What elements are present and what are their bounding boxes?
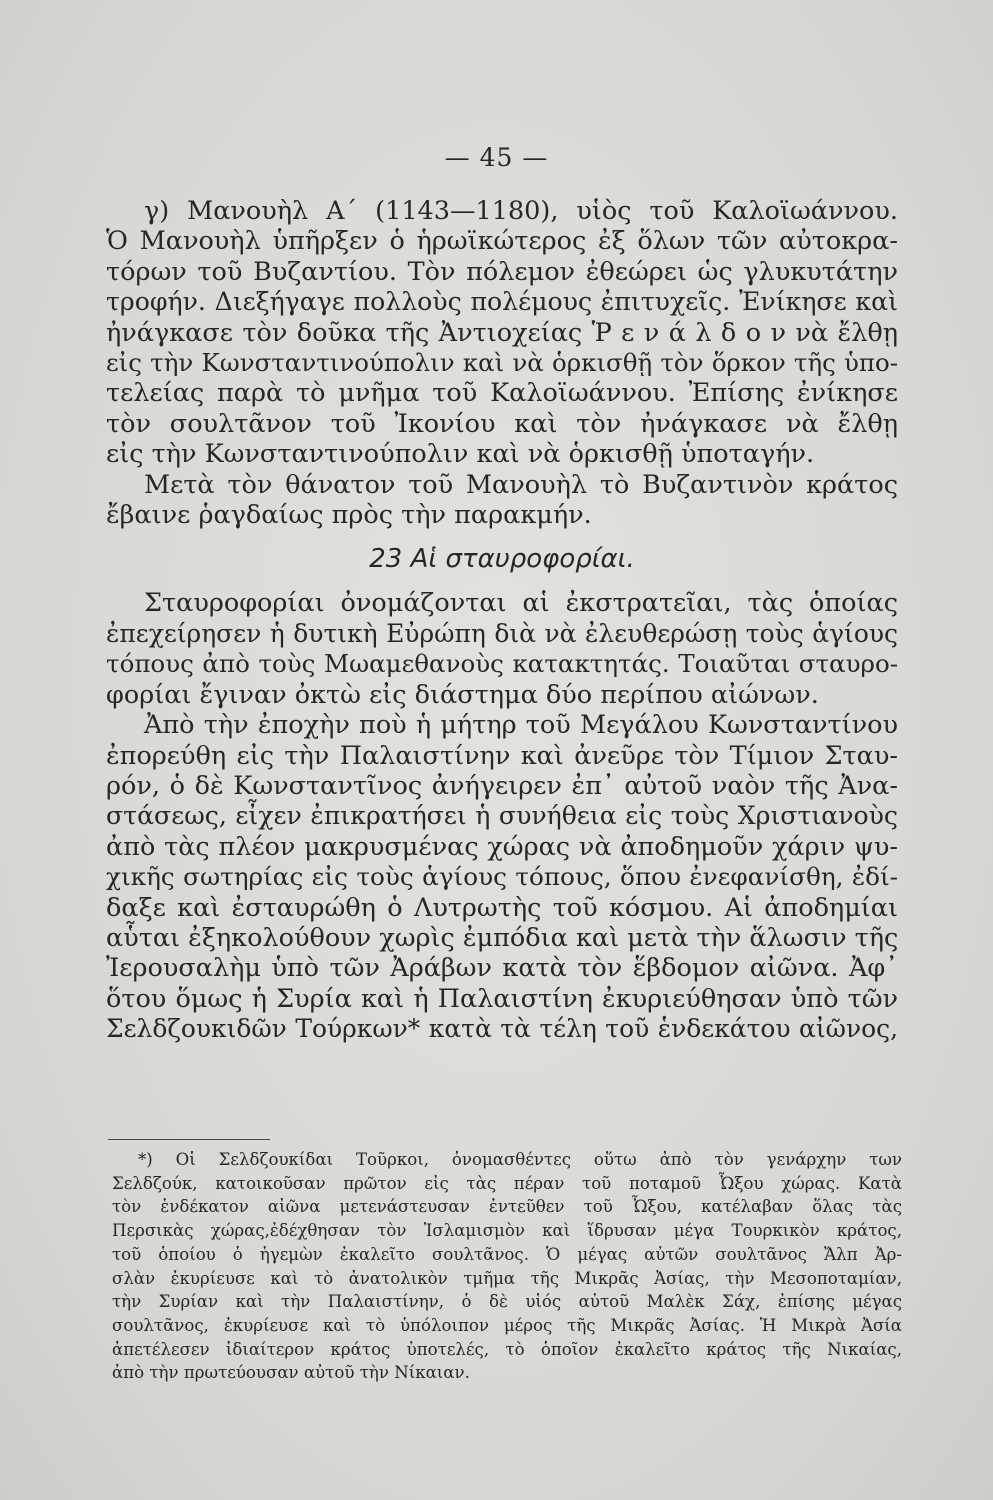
footnote-line: τοῦ ὁποίου ὁ ἡγεμὼν ἐκαλεῖτο σουλτᾶνος. Ὁ μέγας αὐτῶν σουλτᾶνος Ἄλπ Ἀρ-: [112, 1244, 902, 1264]
paragraph-manuel: [106, 196, 898, 530]
paragraph-crusades: [106, 588, 898, 1044]
footnote-line: ἀπετέλεσεν ἰδιαίτερον κράτος ὑποτελές, τὸ ὁποῖον ἐκαλεῖτο κράτος τῆς Νικαίας,: [112, 1339, 902, 1359]
text-line: στάσεως, εἶχεν ἐπικρατήσει ἡ συνήθεια εἰς τοὺς Χριστιανοὺς: [106, 801, 898, 831]
text-line: ἠνάγκασε τὸν δοῦκα τῆς Ἀντιοχείας Ῥ ε ν ά λ δ ο ν νὰ ἔλθῃ: [106, 317, 898, 348]
text-line: ὅτου ὅμως ἡ Συρία καὶ ἡ Παλαιστίνη ἐκυριεύθησαν ὑπὸ τῶν: [106, 983, 898, 1014]
section-title: Αἱ σταυροφορίαι.: [410, 544, 635, 575]
main-text: [106, 196, 898, 1045]
text-line: Μετὰ τὸν θάνατον τοῦ Μανουὴλ τὸ Βυζαντινὸν κράτος: [144, 469, 898, 500]
footnote-line: Σελδζούκ, κατοικοῦσαν πρῶτον εἰς τὰς πέραν τοῦ ποταμοῦ Ὦξου χώρας. Κατὰ: [112, 1173, 902, 1193]
text-line: τροφήν. Διεξήγαγε πολλοὺς πολέμους ἐπιτυχεῖς. Ἐνίκησε καὶ: [106, 287, 898, 317]
footnote-divider: [108, 1139, 270, 1140]
section-number: 23: [369, 544, 403, 575]
text-line: αὗται ἐξηκολούθουν χωρὶς ἐμπόδια καὶ μετὰ τὴν ἅλωσιν τῆς: [106, 922, 899, 953]
text-line: τὸν σουλτᾶνον τοῦ Ἰκονίου καὶ τὸν ἠνάγκασε νὰ ἔλθῃ: [106, 408, 898, 439]
text-line: ρόν, ὁ δὲ Κωνσταντῖνος ἀνήγειρεν ἐπ᾽ αὐτοῦ ναὸν τῆς Ἀνα-: [106, 770, 898, 801]
text-line: εἰς τὴν Κωνσταντινούπολιν καὶ νὰ ὁρκισθῇ τὸν ὅρκον τῆς ὑπο-: [106, 348, 898, 378]
text-line: γ) Μανουὴλ Α΄ (1143—1180), υἱὸς τοῦ Καλοϊωάννου.: [144, 196, 898, 226]
text-line: τόπους ἀπὸ τοὺς Μωαμεθανοὺς κατακτητάς. Τοιαῦται σταυρο-: [106, 649, 898, 679]
section-heading: [106, 544, 898, 574]
text-line: φορίαι ἔγιναν ὀκτὼ εἰς διάστημα δύο περίπου αἰώνων.: [106, 679, 819, 710]
text-line: ἐπεχείρησεν ἡ δυτικὴ Εὐρώπη διὰ νὰ ἐλευθερώσῃ τοὺς ἁγίους: [106, 618, 898, 648]
footnote-line: τὸν ἑνδέκατον αἰῶνα μετενάστευσαν ἐντεῦθεν τοῦ Ὦξου, κατέλαβαν ὅλας τὰς: [112, 1197, 902, 1217]
text-line: Ἰερουσαλὴμ ὑπὸ τῶν Ἀράβων κατὰ τὸν ἕβδομον αἰῶνα. Ἀφ᾽: [106, 953, 898, 984]
footnote-line: σλὰν ἐκυρίευσε καὶ τὸ ἀνατολικὸν τμῆμα τῆς Μικρᾶς Ἀσίας, τὴν Μεσοποταμίαν,: [112, 1268, 902, 1288]
page-number: — 45 —: [444, 143, 549, 172]
text-line: ἀπὸ τὰς πλέον μακρυσμένας χώρας νὰ ἀποδημοῦν χάριν ψυ-: [106, 831, 898, 862]
text-line: εἰς τὴν Κωνσταντινούπολιν καὶ νὰ ὁρκισθῇ ὑποταγήν.: [106, 439, 815, 470]
footnote: [112, 1148, 902, 1385]
text-line: Ὁ Μανουὴλ ὑπῆρξεν ὁ ἡρωϊκώτερος ἐξ ὅλων τῶν αὐτοκρα-: [106, 226, 898, 257]
text-line: Σελδζουκιδῶν Τούρκων* κατὰ τὰ τέλη τοῦ ἑνδεκάτου αἰῶνος,: [106, 1014, 898, 1044]
footnote-line: Περσικὰς χώρας,ἐδέχθησαν τὸν Ἰσλαμισμὸν καὶ ἵδρυσαν μέγα Τουρκικὸν κράτος,: [112, 1221, 902, 1241]
text-line: δαξε καὶ ἐσταυρώθη ὁ Λυτρωτὴς τοῦ κόσμου. Αἱ ἀποδημίαι: [106, 892, 898, 923]
footnote-line: ἀπὸ τὴν πρωτεύουσαν αὐτοῦ τὴν Νίκαιαν.: [112, 1363, 470, 1383]
text-line: τελείας παρὰ τὸ μνῆμα τοῦ Καλοϊωάννου. Ἐπίσης ἐνίκησε: [106, 378, 898, 409]
text-line: τόρων τοῦ Βυζαντίου. Τὸν πόλεμον ἐθεώρει ὡς γλυκυτάτην: [106, 256, 898, 287]
text-line: ἔβαινε ῥαγδαίως πρὸς τὴν παρακμήν.: [106, 500, 592, 531]
text-line: χικῆς σωτηρίας εἰς τοὺς ἁγίους τόπους, ὅπου ἐνεφανίσθη, ἐδί-: [106, 862, 898, 892]
text-line: Σταυροφορίαι ὀνομάζονται αἱ ἐκστρατεῖαι, τὰς ὁποίας: [144, 588, 898, 619]
text-line: Ἀπὸ τὴν ἐποχὴν ποὺ ἡ μήτηρ τοῦ Μεγάλου Κωνσταντίνου: [144, 710, 898, 741]
text-line: ἐπορεύθη εἰς τὴν Παλαιστίνην καὶ ἀνεῦρε τὸν Τίμιον Σταυ-: [106, 740, 898, 771]
footnote-line: τὴν Συρίαν καὶ τὴν Παλαιστίνην, ὁ δὲ υἱός αὐτοῦ Μαλὲκ Σάχ, ἐπίσης μέγας: [112, 1292, 902, 1312]
footnote-line: σουλτᾶνος, ἐκυρίευσε καὶ τὸ ὑπόλοιπον μέρος τῆς Μικρᾶς Ἀσίας. Ἡ Μικρὰ Ἀσία: [112, 1315, 902, 1335]
footnote-line: *) Οἱ Σελδζουκίδαι Τοῦρκοι, ὀνομασθέντες οὕτω ἀπὸ τὸν γενάρχην των: [138, 1150, 902, 1169]
